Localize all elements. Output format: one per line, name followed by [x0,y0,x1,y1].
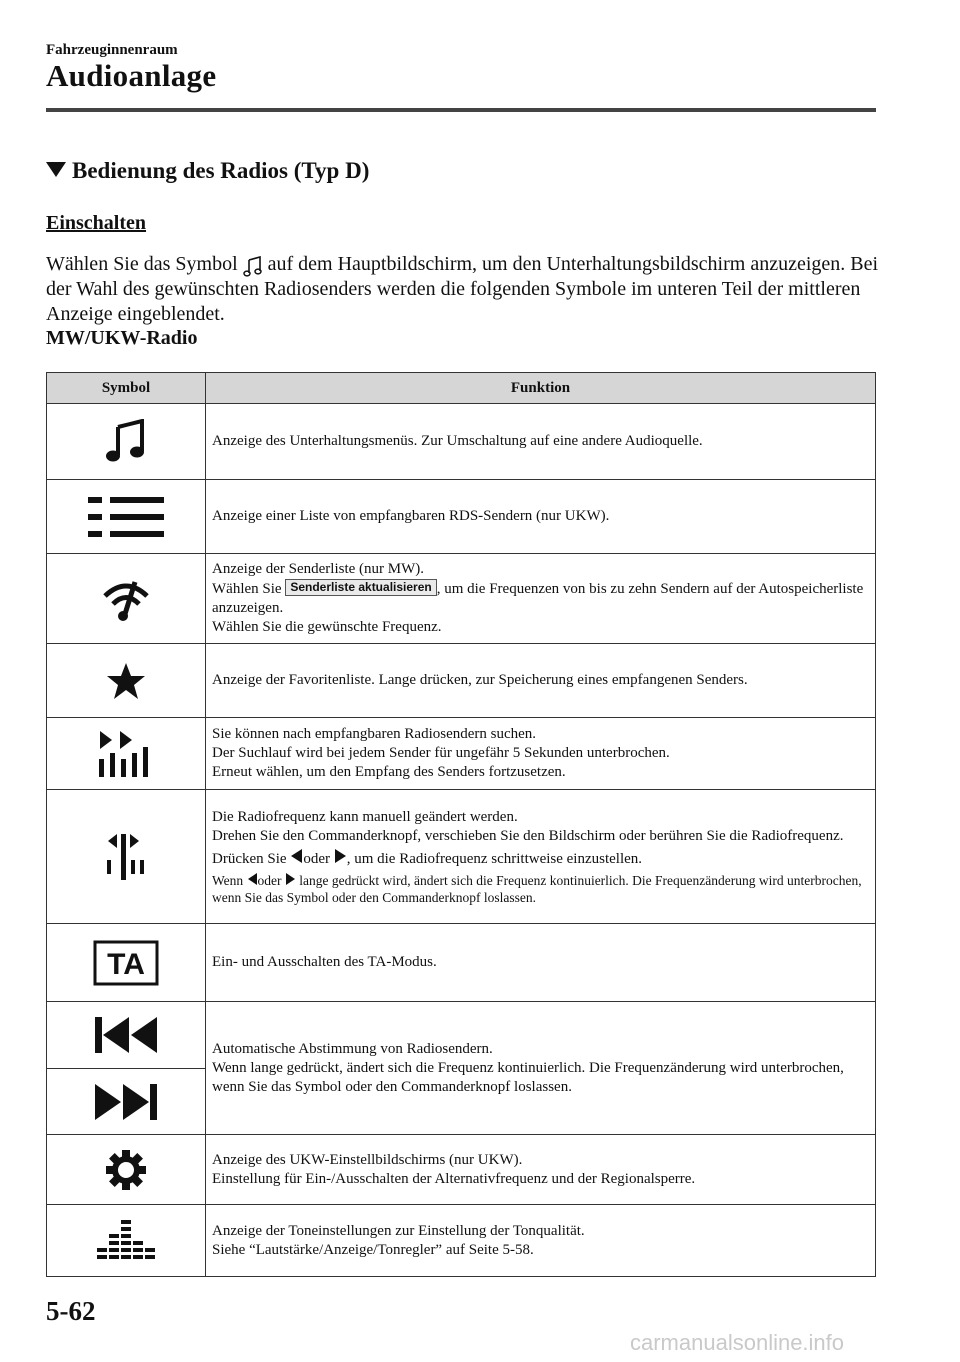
table-row [47,924,876,1002]
watermark: carmanualsonline.info [630,1330,845,1355]
table-row [47,554,876,644]
music-note-icon [47,404,206,480]
table-row [47,1002,876,1069]
senderliste-button: Senderliste aktualisieren [285,579,436,596]
table-row [47,718,876,790]
table-header-row [47,373,876,404]
row-text: Anzeige des UKW-Einstellbildschirms (nur UKW). Einstellung für Ein-/Ausschalten der Alternativfrequenz und der Regionalsperre. [206,1135,876,1205]
row-text: Anzeige des Unterhaltungsmenüs. Zur Umschaltung auf eine andere Audioquelle. [206,404,876,480]
manual-tune-icon [47,790,206,924]
table-row [47,1205,876,1277]
music-note-icon [242,254,264,276]
triangle-marker-icon [46,162,66,177]
skip-forward-icon [47,1069,206,1135]
col-function-header: Funktion [206,373,876,404]
row-text: Ein- und Ausschalten des TA-Modus. [206,924,876,1002]
star-icon [47,644,206,718]
page-number: 5-62 [46,1296,96,1326]
table-row [47,480,876,554]
row-text: Automatische Abstimmung von Radiosendern. Wenn lange gedrückt, ändert sich die Frequenz kontinuierlich. Die Frequenzänderung wird unterbrochen, wenn Sie das Symbol oder den Commanderknopf loslassen. [206,1002,876,1135]
row-text: Anzeige der Favoritenliste. Lange drücken, zur Speicherung eines empfangenen Senders. [206,644,876,718]
equalizer-icon [47,1205,206,1277]
arrow-right-icon [335,849,346,863]
row-text: Anzeige der Toneinstellungen zur Einstellung der Tonqualität. Siehe “Lautstärke/Anzeige/Tonregler” auf Seite 5-58. [206,1205,876,1277]
table-row [47,1135,876,1205]
signal-icon [47,554,206,644]
table-row [47,644,876,718]
subheading: Einschalten [46,212,147,234]
ta-icon [47,924,206,1002]
row-text: Die Radiofrequenz kann manuell geändert werden. Drehen Sie den Commanderknopf, verschieben Sie den Bildschirm oder berühren Sie die Radiofrequenz. Drücken Sie oder , um die Radiofrequenz schrittweise einzustellen. Wenn oder lange gedrückt wird, ändert sich die Frequenz kontinuierlich. Die Frequenzänderung wird unterbrochen, wenn Sie das Symbol oder den Commanderknopf loslassen. [206,790,876,924]
seek-scan-icon [47,718,206,790]
list-icon [47,480,206,554]
row-text: Anzeige einer Liste von empfangbaren RDS-Sendern (nur UKW). [206,480,876,554]
table-row [47,404,876,480]
col-symbol-header: Symbol [47,373,206,404]
table-row [47,790,876,924]
ta-label: TA [107,947,145,981]
radio-heading: MW/UKW-Radio [46,327,198,349]
page-title: Audioanlage [46,58,217,93]
function-table [46,372,876,1277]
skip-back-icon [47,1002,206,1069]
arrow-left-icon [248,873,257,885]
arrow-right-icon [286,873,295,885]
header-divider [46,108,876,112]
row-text: Sie können nach empfangbaren Radiosendern suchen. Der Suchlauf wird bei jedem Sender für ungefähr 5 Sekunden unterbrochen. Erneut wählen, um den Empfang des Senders fortzusetzen. [206,718,876,790]
row-text: Anzeige der Senderliste (nur MW). Wählen Sie Senderliste aktualisieren , um die Frequenzen von bis zu zehn Sendern auf der Autospeicherliste anzuzeigen. Wählen Sie die gewünschte Frequenz. [206,554,876,644]
arrow-left-icon [291,849,302,863]
intro-paragraph: Wählen Sie das Symbol auf dem Hauptbildschirm, um den Unterhaltungsbildschirm anzuzeigen. Bei der Wahl des gewünschten Radiosenders werden die folgenden Symbole im unteren Teil der mittleren Anzeige eingeblendet. [46,253,879,325]
section-title: Bedienung des Radios (Typ D) [46,158,369,184]
section-label: Fahrzeuginnenraum [46,42,178,58]
gear-icon [47,1135,206,1205]
